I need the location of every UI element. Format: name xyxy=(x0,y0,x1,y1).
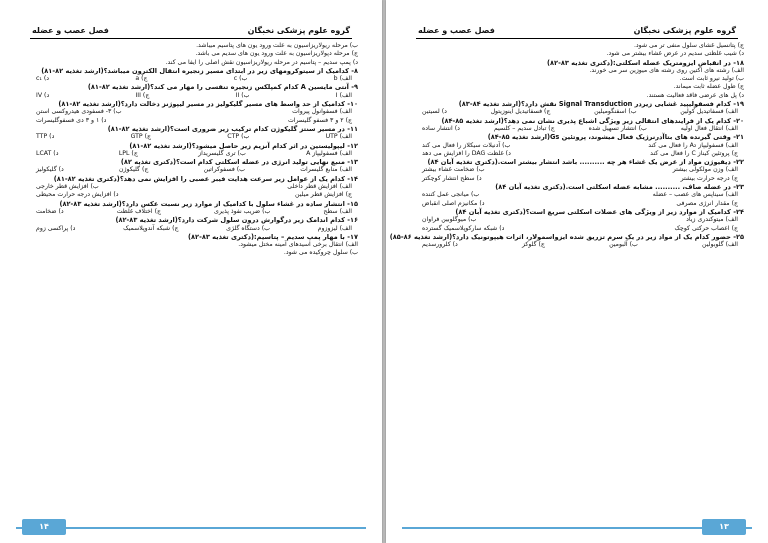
page-footer xyxy=(16,513,366,529)
answer-option: ب) II xyxy=(235,91,250,99)
header-group-name: گروه علوم پزشکی نخبگان xyxy=(247,26,350,35)
body-text-line: ج) طول عضله ثابت میماند. xyxy=(673,83,744,91)
question-text: ۱۸- در انقباض ایزومتریک عضله اسکلتی:(دکتری تغذیه ۸۳-۸۲) xyxy=(546,58,744,67)
answer-options-row xyxy=(412,166,744,174)
question-text: ۱۰- کدامیک از حد واسط های مسیر گلیکولیز در مسیر لیپوژنز دخالت دارد؟(ارشد تغذیه ۸۲-۸۱) xyxy=(58,100,358,109)
answer-option: ب) دستگاه گلژی xyxy=(226,224,270,232)
answer-option: ب) ۳- فسفودی هیدروکسی استن xyxy=(36,108,122,116)
answer-option: الف) UTP xyxy=(325,133,352,141)
question-text: ۲۱- وقتی گیرنده های بتاآدرنرژیک فعال میشوند، پروتئین Gs(ارشد تغذیه ۸۵-۸۴) xyxy=(487,133,744,142)
answer-options-row xyxy=(26,166,358,174)
header-group-name: گروه علوم پزشکی نخبگان xyxy=(633,26,736,35)
answer-option: الف) فسفوانول پیروات xyxy=(292,108,352,116)
answer-options-row xyxy=(412,216,744,224)
question-text: ۸- کدامیک از سیتوکرومهای زیر در ابتدای مسیر زنجیره انتقال الکترون میباشد؟(ارشد تغذیه ۸۲-۸۱) xyxy=(41,66,358,75)
answer-option: الف) منابع گلیسرات xyxy=(300,166,352,174)
answer-option: الف) وزن مولکولی بیشتر xyxy=(672,166,738,174)
answer-option: الف) b xyxy=(333,75,352,83)
answer-option: الف) میتوکندری زیاد xyxy=(686,216,738,224)
question-text: ۲۴- کدامیک از موارد زیر از ویژگی های عضلات اسکلتی سریع است؟(دکتری تغذیه آبان ۸۴) xyxy=(455,207,744,216)
answer-options-row xyxy=(26,92,358,100)
answer-option: ج) پروتئین کیناز C را فعال می کند xyxy=(650,149,738,157)
answer-option: الف) فسفاتیدیل کولین xyxy=(680,108,738,116)
answer-options-row xyxy=(412,200,744,208)
answer-option: ب) ضریب نفوذ پذیری xyxy=(213,207,271,215)
answer-options-row xyxy=(412,241,744,249)
answer-option: الف) لیزوزوم xyxy=(317,224,352,232)
answer-option: د) کلرورسدیم xyxy=(422,241,458,249)
answer-option: د) افزایش درجه حرارت محیطی xyxy=(36,191,119,199)
answer-option: الف) سیناپس های عصب – عضله xyxy=(652,191,738,199)
answer-option: ج) اختلاف غلظت xyxy=(116,207,161,215)
answer-options-row xyxy=(26,117,358,125)
question-text: ۱۳- منبع نهایی تولید انرژی در عضله اسکلتی کدام است؟(دکتری تغذیه ۸۲) xyxy=(120,158,358,167)
answer-option: ب) CTP xyxy=(227,133,250,141)
question-text: ۱۵- انتشار ساده در غشاء سلول با کدامیک از موارد زیر نسبت عکس دارد؟(ارشد تغذیه ۸۳-۸۲) xyxy=(59,199,358,208)
question-text: ۲۲- دیفیوژن مواد از عرض یک غشاء هر چه .......... باشد انتشار بیشتر است.(دکتری تغذیه آبان ۸۴) xyxy=(427,158,744,167)
answer-option: الف) سطح xyxy=(323,207,352,215)
answer-options-row xyxy=(26,183,358,191)
answer-option: ج) a xyxy=(135,75,148,83)
body-text-line: ب) سلول چروکیده می شود. xyxy=(283,249,358,257)
answer-option: ج) III xyxy=(135,91,150,99)
answer-option: د) لسیتین xyxy=(422,108,447,116)
answer-option: ج) تبادل سدیم – کلسیم xyxy=(493,124,555,132)
page-number: ۱۳ xyxy=(702,519,746,535)
answer-option: الف) افزایش قطر داخلی xyxy=(287,183,352,191)
page-header xyxy=(30,22,352,39)
page-right xyxy=(386,0,768,543)
answer-option: ب) انتشار تسهیل شده xyxy=(588,124,647,132)
header-chapter-title: فصل عصب و عضله xyxy=(418,26,495,35)
answer-options-row xyxy=(412,150,744,158)
answer-options-row xyxy=(412,225,744,233)
answer-option: ج) درجه حرارت بیشتر xyxy=(680,174,738,182)
answer-option: ج) گلیکوژن xyxy=(119,166,149,174)
answer-option: ج) اعصاب حرکتی کوچک xyxy=(674,224,738,232)
answer-option: ج) افزایش قطر میلین xyxy=(295,191,352,199)
question-text: ۱۴- کدام یک از عوامل زیر سرعت هدایت فیبر عصبی را افزایش نمی دهد؟(دکتری تغذیه ۸۲-۸۱) xyxy=(53,174,358,183)
answer-options-row xyxy=(26,225,358,233)
answer-option: الف) گلوبولین xyxy=(702,241,738,249)
page-header xyxy=(416,22,738,39)
answer-option: د) شبکه سارکوپلاسمیک گسترده xyxy=(422,224,505,232)
body-text-line: د) پل های عرضی فاقد فعالیت هستند. xyxy=(646,91,744,99)
body-text-line: الف) انتقال برخی اسیدهای آمینه مختل میشود. xyxy=(238,241,358,249)
page-body xyxy=(26,42,358,507)
body-text-line: د) شیب غلظتی سدیم در عرض غشاء بیشتر می شود. xyxy=(606,50,744,58)
body-text-line: ج) مرحله دپولاریزاسیون به علت ورود یون های سدیم می باشد. xyxy=(195,50,358,58)
page-footer xyxy=(402,513,752,529)
answer-options-row xyxy=(412,191,744,199)
answer-option: الف) I xyxy=(335,91,352,99)
answer-options-row xyxy=(26,133,358,141)
answer-option: الف) فسفولیپاز A₂ را فعال می کند xyxy=(648,141,738,149)
answer-option: د) TTP xyxy=(36,133,55,141)
answer-options-row xyxy=(26,108,358,116)
answer-option: ب) تری گلیسریداز xyxy=(198,149,246,157)
page-body xyxy=(389,42,744,507)
answer-options-row xyxy=(26,208,358,216)
question-text: ۱۹- کدام فسفولیپید غشایی زیردر Signal Transduction نقش دارد؟(ارشد تغذیه ۸۴-۸۳) xyxy=(458,100,744,109)
answer-option: ج) مقدار انرژی مصرفی xyxy=(676,199,738,207)
answer-option: ج) شبکه آندوپلاسمیک xyxy=(123,224,179,232)
answer-option: د) LCAT xyxy=(36,149,59,157)
answer-option: د) ۱ و ۳ دی فسفوگلیسرات xyxy=(36,116,107,124)
body-text-line: د) پمپ سدیم – پتاسیم در مرحله ریولاریزاسیون نقش اصلی را ایفا می کند. xyxy=(165,58,358,66)
answer-option: د) مکانیزم اصلی انقباض xyxy=(422,199,485,207)
answer-options-row xyxy=(26,191,358,199)
question-text: ۲۰- کدام یک از فرایندهای انتقالی زیر ویژگی اشباع پذیری نشان نمی دهد؟(ارشد تغذیه ۸۵-۸۴) xyxy=(441,116,744,125)
answer-option: ب) اسفنگومیلین xyxy=(594,108,637,116)
question-text: ۱۶- کدام اندامک زیر درگوارش درون سلول شرکت دارد؟(ارشد تغذیه ۸۳-۸۲) xyxy=(115,216,358,225)
answer-option: د) پراکسی زوم xyxy=(36,224,76,232)
answer-option: ب) فسفوکراتین xyxy=(203,166,245,174)
answer-option: الف) انتقال فعال اولیه xyxy=(680,124,738,132)
answer-option: ب) میانجی عمل کننده xyxy=(422,191,480,199)
answer-option: د) ضخامت xyxy=(36,207,64,215)
answer-option: ب) افزایش قطر خارجی xyxy=(36,183,99,191)
answer-options-row xyxy=(412,142,744,150)
answer-option: ج) فسفاتیدیل اینوزیتول xyxy=(490,108,551,116)
answer-option: ج) LPL xyxy=(118,149,138,157)
answer-options-row xyxy=(412,175,744,183)
page-left xyxy=(0,0,382,543)
body-text-line: ب) تولید نیرو ثابت است. xyxy=(679,75,744,83)
answer-options-row xyxy=(412,108,744,116)
body-text-line: الف) رشته های اکتین روی رشته های میوزین سر می خورند. xyxy=(589,66,744,74)
page-number: ۱۴ xyxy=(22,519,66,535)
question-text: ۱۷- با مهار پمپ سدیم – پتاسیم:(دکتری تغذیه ۸۳-۸۲) xyxy=(187,232,358,241)
body-text-line: ب) مرحله ریولاریزاسیون به علت ورود یون های پتاسیم میباشد. xyxy=(196,42,358,49)
answer-option: ب) آلبومین xyxy=(609,241,638,249)
question-text: ۲۵- حضور کدام یک از مواد زیر در یک سرم تزریق شده ایزواسمولار، اثرات هیپوتونیک دارد؟(ارشد تغذیه ۸۶-۸۵) xyxy=(389,232,744,241)
answer-option: ب) میوگلوبین فراوان xyxy=(422,216,477,224)
answer-option: الف) فسفولیپاز A xyxy=(306,149,352,157)
question-text: ۱۱- در مسیر سنتز گلیکوژن کدام ترکیب زیر ضروری است؟(ارشد تغذیه ۸۲-۸۱) xyxy=(107,124,358,133)
body-text-line: ج) پتانسیل غشای سلول منفی تر می شود. xyxy=(633,42,744,49)
answer-options-row xyxy=(26,150,358,158)
answer-option: ب) ضخامت غشاء بیشتر xyxy=(422,166,485,174)
answer-option: ج) گلوکز xyxy=(521,241,545,249)
answer-option: ب) آدنیلات سیکلاز را فعال می کند xyxy=(422,141,511,149)
answer-option: ج) GTP xyxy=(130,133,152,141)
answer-option: د) انتشار ساده xyxy=(422,124,460,132)
answer-option: د) c₁ xyxy=(36,75,50,83)
question-text: ۲۳- در عضله صاف، .......... مشابه عضله اسکلتی است.(دکتری تغذیه آبان ۸۴) xyxy=(495,183,744,192)
answer-option: د) IV xyxy=(36,91,50,99)
answer-option: ب) c xyxy=(233,75,248,83)
answer-option: د) غلظت DAG را افزایش می دهد xyxy=(422,149,511,157)
question-text: ۹- آنتی مایسین A کدام کمپلکس زنجیره تنفسی را مهار می کند؟(ارشد تغذیه ۸۲-۸۱) xyxy=(87,83,358,92)
question-text: ۱۲- لیپولیستین در اثر کدام آنزیم زیر حاصل میشود؟(ارشد تغذیه ۸۲-۸۱) xyxy=(129,141,358,150)
answer-option: ج) ۲ و ۳ فسفو گلیسرات xyxy=(287,116,352,124)
answer-option: د) گلیکولیز xyxy=(36,166,64,174)
answer-option: د) سطح انتشار کوچکتر xyxy=(422,174,482,182)
header-chapter-title: فصل عصب و عضله xyxy=(32,26,109,35)
